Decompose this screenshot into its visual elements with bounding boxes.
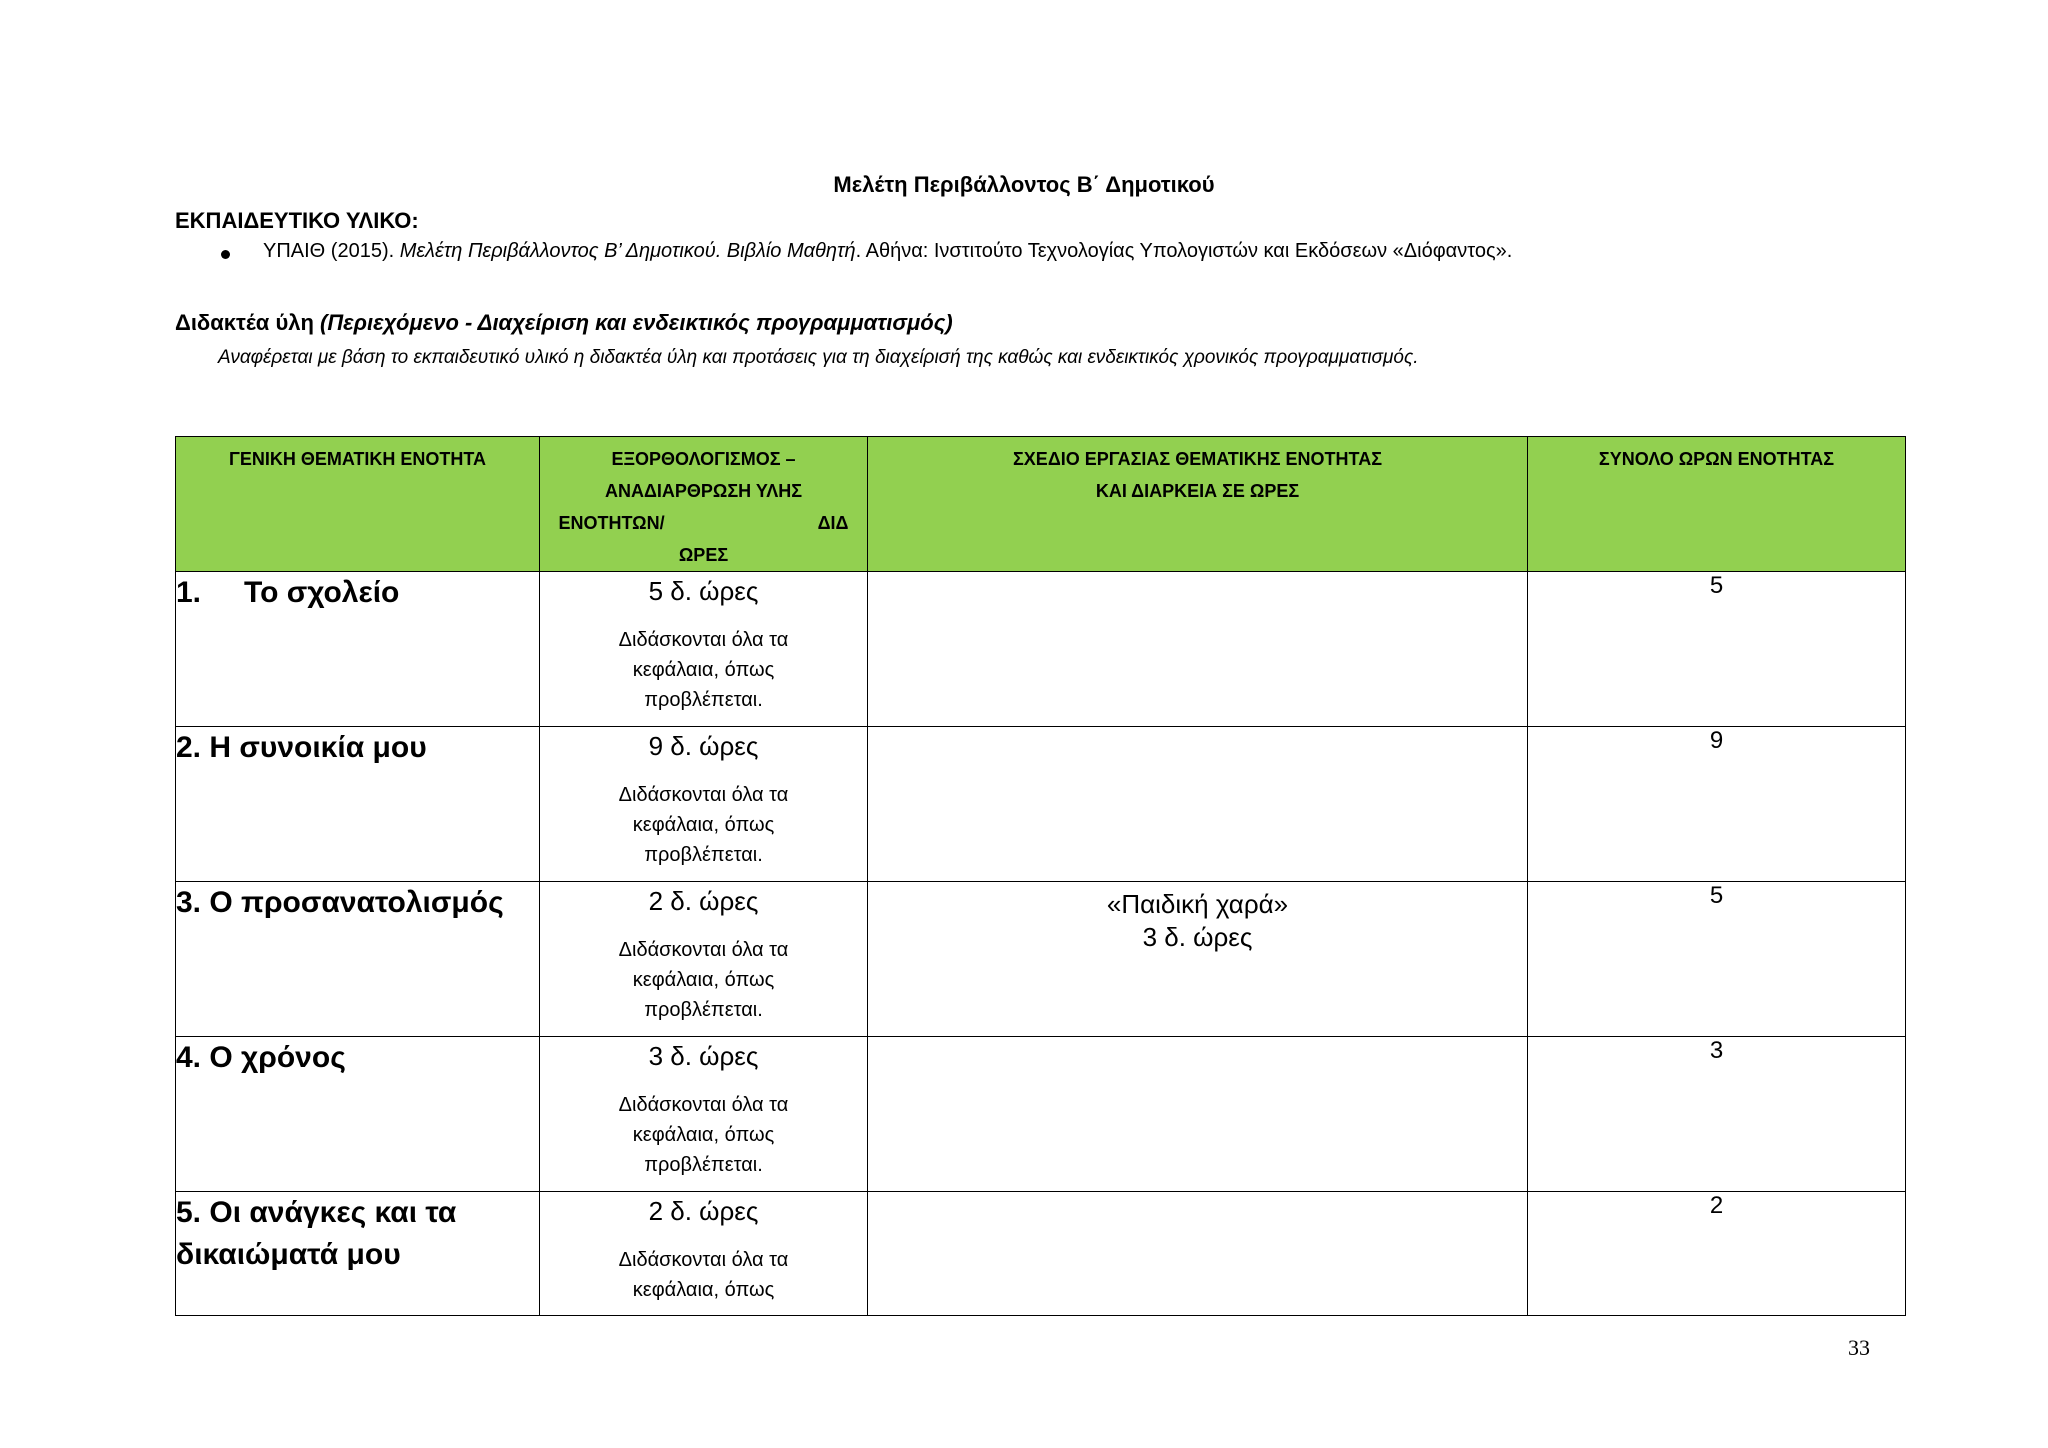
header-col2-line2: ΑΝΑΔΙΑΡΘΡΩΣΗ ΥΛΗΣ xyxy=(604,481,803,501)
teaching-hours: 3 δ. ώρες xyxy=(648,1041,759,1071)
reference-publisher: . Αθήνα: Ινστιτούτο Τεχνολογίας Υπολογιστών και Εκδόσεων «Διόφαντος». xyxy=(855,240,1513,262)
table-row xyxy=(176,1192,1906,1316)
note-line: Διδάσκονται όλα τα xyxy=(618,1249,789,1271)
didaktea-heading-plain: Διδακτέα ύλη xyxy=(175,310,321,335)
note-line: κεφάλαια, όπως xyxy=(632,1124,775,1146)
hours-cell xyxy=(540,572,868,727)
unit-name-line1: 5. Οι ανάγκες και τα xyxy=(176,1196,457,1229)
curriculum-table xyxy=(175,436,1906,1316)
table-row xyxy=(176,882,1906,1037)
note-line: προβλέπεται. xyxy=(644,689,763,711)
note-line: κεφάλαια, όπως xyxy=(632,1279,775,1301)
unit-name: 4. Ο χρόνος xyxy=(176,1041,346,1074)
total-hours-cell: 2 xyxy=(1528,1192,1906,1316)
total-hours-cell: 3 xyxy=(1528,1037,1906,1192)
header-work-plan xyxy=(868,437,1528,572)
material-bullet-item xyxy=(222,240,1512,263)
note-line: κεφάλαια, όπως xyxy=(632,969,775,991)
work-plan-cell xyxy=(868,727,1528,882)
reference-prefix: ΥΠΑΙΘ (2015). xyxy=(263,240,400,262)
page-number: 33 xyxy=(1848,1335,1870,1360)
hours-cell xyxy=(540,727,868,882)
note-line: προβλέπεται. xyxy=(644,844,763,866)
didaktea-description: Αναφέρεται με βάση το εκπαιδευτικό υλικό η διδακτέα ύλη και προτάσεις για τη διαχείρισή της καθώς και ενδεικτικός χρονικός προγραμματισμός. xyxy=(218,347,1419,368)
hours-cell xyxy=(540,1192,868,1316)
note-line: κεφάλαια, όπως xyxy=(632,659,775,681)
total-hours-cell: 5 xyxy=(1528,882,1906,1037)
note-line: προβλέπεται. xyxy=(644,999,763,1021)
material-reference xyxy=(263,240,1512,263)
unit-name: Το σχολείο xyxy=(244,576,400,609)
material-label: ΕΚΠΑΙΔΕΥΤΙΚΟ ΥΛΙΚΟ: xyxy=(175,208,419,233)
work-plan-cell xyxy=(868,1192,1528,1316)
unit-name-cell xyxy=(176,1192,540,1316)
total-hours-cell: 5 xyxy=(1528,572,1906,727)
hours-note xyxy=(540,1090,867,1180)
note-line: κεφάλαια, όπως xyxy=(632,814,775,836)
hours-note xyxy=(540,1245,867,1305)
note-line: Διδάσκονται όλα τα xyxy=(618,629,789,651)
note-line: Διδάσκονται όλα τα xyxy=(618,939,789,961)
header-col2-line3a: ΕΝΟΤΗΤΩΝ/ xyxy=(558,513,665,533)
unit-name-line2: δικαιώματά μου xyxy=(176,1238,401,1271)
hours-note xyxy=(540,625,867,715)
work-plan-hours: 3 δ. ώρες xyxy=(1142,922,1253,952)
didaktea-heading-italic: (Περιεχόμενο - Διαχείριση και ενδεικτικός προγραμματισμός) xyxy=(320,310,953,335)
work-plan-cell xyxy=(868,882,1528,1037)
reference-book-title: Μελέτη Περιβάλλοντος Β’ Δημοτικού. Βιβλίο Μαθητή xyxy=(399,240,856,262)
table-row xyxy=(176,1037,1906,1192)
unit-number: 1. xyxy=(176,576,202,609)
teaching-hours: 2 δ. ώρες xyxy=(648,886,759,916)
didaktea-heading xyxy=(175,310,953,336)
work-plan-title: «Παιδική χαρά» xyxy=(1106,889,1289,919)
hours-note xyxy=(540,780,867,870)
note-line: Διδάσκονται όλα τα xyxy=(618,784,789,806)
bullet-icon xyxy=(221,250,230,259)
unit-name: 2. Η συνοικία μου xyxy=(176,731,427,764)
unit-name: 3. Ο προσανατολισμός xyxy=(176,886,504,919)
hours-note xyxy=(540,935,867,1025)
header-rationalization xyxy=(540,437,868,572)
unit-name-cell xyxy=(176,572,540,727)
total-hours-cell: 9 xyxy=(1528,727,1906,882)
header-col3-line2: ΚΑΙ ΔΙΑΡΚΕΙΑ ΣΕ ΩΡΕΣ xyxy=(1095,481,1300,501)
unit-name-cell xyxy=(176,882,540,1037)
teaching-hours: 9 δ. ώρες xyxy=(648,731,759,761)
table-row xyxy=(176,572,1906,727)
unit-name-cell xyxy=(176,727,540,882)
header-col2-line1: ΕΞΟΡΘΟΛΟΓΙΣΜΟΣ – xyxy=(611,449,796,469)
unit-name-cell xyxy=(176,1037,540,1192)
work-plan-cell xyxy=(868,572,1528,727)
page-title: Μελέτη Περιβάλλοντος Β΄ Δημοτικού xyxy=(833,172,1215,197)
table-header-row xyxy=(176,437,1906,572)
note-line: προβλέπεται. xyxy=(644,1154,763,1176)
work-plan-cell xyxy=(868,1037,1528,1192)
header-col3-line1: ΣΧΕΔΙΟ ΕΡΓΑΣΙΑΣ ΘΕΜΑΤΙΚΗΣ ΕΝΟΤΗΤΑΣ xyxy=(1013,449,1382,469)
header-total-hours: ΣΥΝΟΛΟ ΩΡΩΝ ΕΝΟΤΗΤΑΣ xyxy=(1528,437,1906,572)
teaching-hours: 5 δ. ώρες xyxy=(648,576,759,606)
table-row xyxy=(176,727,1906,882)
header-col2-line3b: ΔΙΔ xyxy=(817,513,849,533)
hours-cell xyxy=(540,1037,868,1192)
note-line: Διδάσκονται όλα τα xyxy=(618,1094,789,1116)
header-col2-line4: ΩΡΕΣ xyxy=(678,545,729,565)
header-unit: ΓΕΝΙΚΗ ΘΕΜΑΤΙΚΗ ΕΝΟΤΗΤΑ xyxy=(176,437,540,572)
hours-cell xyxy=(540,882,868,1037)
teaching-hours: 2 δ. ώρες xyxy=(648,1196,759,1226)
